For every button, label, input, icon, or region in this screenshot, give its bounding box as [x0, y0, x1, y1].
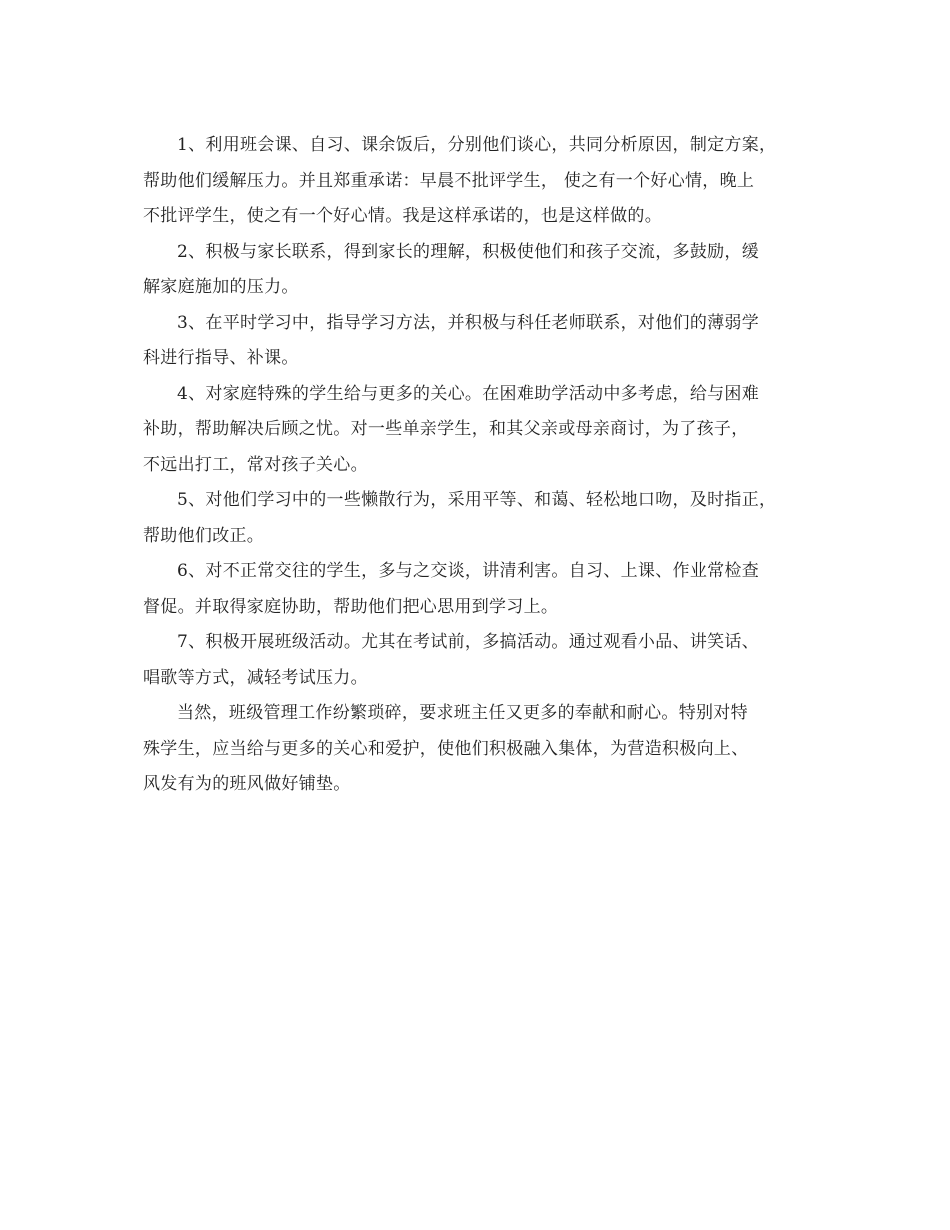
- paragraph-6-line-2: 督促。并取得家庭协助，帮助他们把心思用到学习上。: [143, 596, 559, 617]
- paragraph-8-line-1: 当然，班级管理工作纷繁琐碎，要求班主任又更多的奉献和耐心。特别对特: [177, 703, 748, 723]
- paragraph-7-line-2: 唱歌等方式，减轻考试压力。: [143, 667, 368, 688]
- document-body: [143, 128, 813, 803]
- paragraph-3-line-2: 科进行指导、补课。: [143, 348, 299, 368]
- paragraph-4-line-3: 不远出打工，常对孩子关心。: [143, 454, 368, 475]
- paragraph-6-line-1: 6、对不正常交往的学生，多与之交谈，讲清利害。自习、上课、作业常检查: [177, 561, 760, 581]
- paragraph-8-line-3: 风发有为的班风做好铺垫。: [143, 774, 351, 794]
- paragraph-2-line-1: 2、积极与家长联系，得到家长的理解，积极使他们和孩子交流，多鼓励，缓: [177, 241, 760, 262]
- paragraph-5-line-2: 帮助他们改正。: [143, 525, 265, 546]
- paragraph-4-line-2: 补助，帮助解决后顾之忧。对一些单亲学生，和其父亲或母亲商讨，为了孩子，: [143, 419, 749, 439]
- paragraph-2-line-2: 解家庭施加的压力。: [143, 277, 299, 297]
- paragraph-8-line-2: 殊学生，应当给与更多的关心和爱护，使他们积极融入集体，为营造积极向上、: [143, 738, 749, 759]
- paragraph-3-line-1: 3、在平时学习中，指导学习方法，并积极与科任老师联系，对他们的薄弱学: [177, 312, 760, 333]
- paragraph-5-line-1: 5、对他们学习中的一些懒散行为，采用平等、和蔼、轻松地口吻，及时指正，: [177, 490, 777, 510]
- paragraph-4-line-1: 4、对家庭特殊的学生给与更多的关心。在困难助学活动中多考虑，给与困难: [177, 383, 760, 404]
- paragraph-1-line-1: 1、利用班会课、自习、课余饭后，分别他们谈心，共同分析原因，制定方案，: [177, 135, 777, 155]
- paragraph-7-line-1: 7、积极开展班级活动。尤其在考试前，多搞活动。通过观看小品、讲笑话、: [177, 632, 760, 652]
- paragraph-1-line-2: 帮助他们缓解压力。并且郑重承诺：早晨不批评学生， 使之有一个好心情，晚上: [143, 170, 755, 191]
- paragraph-1-line-3: 不批评学生，使之有一个好心情。我是这样承诺的，也是这样做的。: [143, 206, 662, 226]
